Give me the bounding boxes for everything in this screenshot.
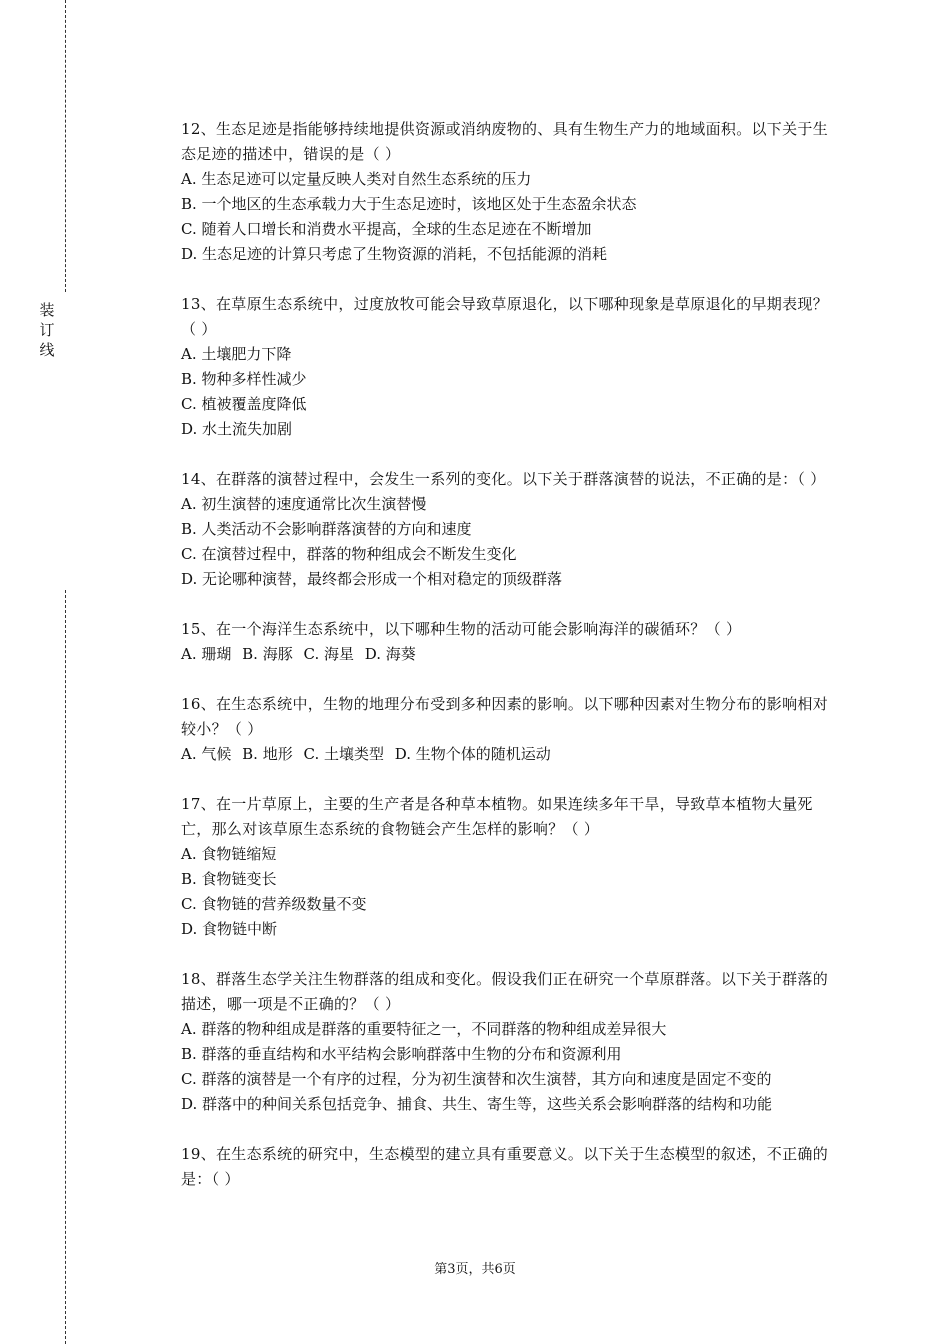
question-stem: 15、在一个海洋生态系统中，以下哪种生物的活动可能会影响海洋的碳循环？（ ） xyxy=(181,620,742,638)
question-stem: 13、在草原生态系统中，过度放牧可能会导致草原退化，以下哪种现象是草原退化的早期表现？（ ） xyxy=(181,295,828,338)
option-d: D. 无论哪种演替，最终都会形成一个相对稳定的顶级群落 xyxy=(181,570,563,588)
option-a: A. 气候 xyxy=(181,745,232,763)
binding-dashed-line-bottom xyxy=(65,590,66,1344)
option-a: A. 初生演替的速度通常比次生演替慢 xyxy=(181,495,427,513)
option-c: C. 食物链的营养级数量不变 xyxy=(181,895,367,913)
question-stem: 12、生态足迹是指能够持续地提供资源或消纳废物的、具有生物生产力的地域面积。以下关于生态足迹的描述中，错误的是（ ） xyxy=(181,120,828,163)
option-d: D. 群落中的种间关系包括竞争、捕食、共生、寄生等，这些关系会影响群落的结构和功能 xyxy=(181,1095,773,1113)
inline-options xyxy=(181,642,841,667)
question-19 xyxy=(181,1142,841,1192)
inline-options xyxy=(181,742,841,767)
question-list xyxy=(181,117,841,1217)
question-12 xyxy=(181,117,841,267)
option-d: D. 食物链中断 xyxy=(181,920,278,938)
page-number: 第3页，共6页 xyxy=(434,1262,516,1277)
question-16 xyxy=(181,692,841,767)
option-b: B. 地形 xyxy=(242,745,293,763)
question-stem: 14、在群落的演替过程中，会发生一系列的变化。以下关于群落演替的说法，不正确的是：（ ） xyxy=(181,470,826,488)
option-d: D. 生物个体的随机运动 xyxy=(394,745,551,763)
option-a: A. 食物链缩短 xyxy=(181,845,277,863)
binding-label: 装订线 xyxy=(39,301,55,359)
option-d: D. 水土流失加剧 xyxy=(181,420,293,438)
option-c: C. 随着人口增长和消费水平提高，全球的生态足迹在不断增加 xyxy=(181,220,592,238)
question-17 xyxy=(181,792,841,942)
option-b: B. 群落的垂直结构和水平结构会影响群落中生物的分布和资源利用 xyxy=(181,1045,622,1063)
question-stem: 16、在生态系统中，生物的地理分布受到多种因素的影响。以下哪种因素对生物分布的影响相对较小？（ ） xyxy=(181,695,828,738)
option-b: B. 一个地区的生态承载力大于生态足迹时，该地区处于生态盈余状态 xyxy=(181,195,637,213)
option-b: B. 物种多样性减少 xyxy=(181,370,307,388)
question-stem: 19、在生态系统的研究中，生态模型的建立具有重要意义。以下关于生态模型的叙述，不正确的是：（ ） xyxy=(181,1145,828,1188)
option-c: C. 海星 xyxy=(303,645,354,663)
option-a: A. 土壤肥力下降 xyxy=(181,345,292,363)
option-b: B. 海豚 xyxy=(242,645,293,663)
option-c: C. 土壤类型 xyxy=(303,745,384,763)
option-a: A. 珊瑚 xyxy=(181,645,232,663)
binding-dashed-line-top xyxy=(65,0,66,292)
option-c: C. 植被覆盖度降低 xyxy=(181,395,307,413)
question-stem: 18、群落生态学关注生物群落的组成和变化。假设我们正在研究一个草原群落。以下关于群落的描述，哪一项是不正确的？（ ） xyxy=(181,970,828,1013)
option-c: C. 在演替过程中，群落的物种组成会不断发生变化 xyxy=(181,545,517,563)
option-d: D. 海葵 xyxy=(364,645,416,663)
option-d: D. 生态足迹的计算只考虑了生物资源的消耗，不包括能源的消耗 xyxy=(181,245,608,263)
option-a: A. 群落的物种组成是群落的重要特征之一，不同群落的物种组成差异很大 xyxy=(181,1020,667,1038)
question-14 xyxy=(181,467,841,592)
question-stem: 17、在一片草原上，主要的生产者是各种草本植物。如果连续多年干旱，导致草本植物大量死亡，那么对该草原生态系统的食物链会产生怎样的影响？（ ） xyxy=(181,795,813,838)
option-b: B. 食物链变长 xyxy=(181,870,277,888)
question-13 xyxy=(181,292,841,442)
question-18 xyxy=(181,967,841,1117)
option-a: A. 生态足迹可以定量反映人类对自然生态系统的压力 xyxy=(181,170,532,188)
question-15 xyxy=(181,617,841,667)
option-b: B. 人类活动不会影响群落演替的方向和速度 xyxy=(181,520,472,538)
option-c: C. 群落的演替是一个有序的过程，分为初生演替和次生演替，其方向和速度是固定不变的 xyxy=(181,1070,772,1088)
